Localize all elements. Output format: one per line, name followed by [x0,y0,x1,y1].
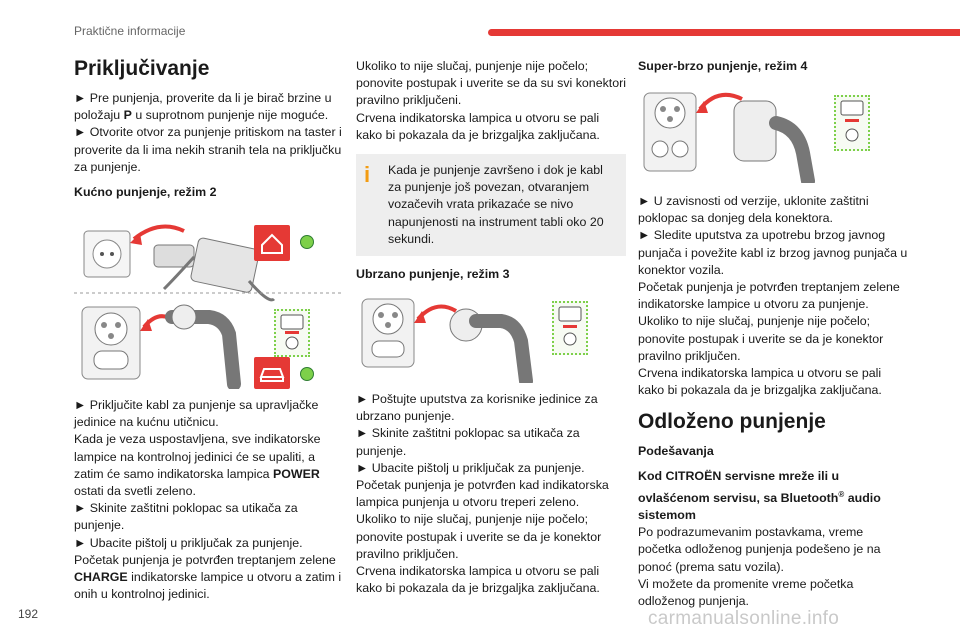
section-title-prikljucivanje: Priključivanje [74,57,210,80]
paragraph-not-started-2: Ukoliko to nije slučaj, punjenje nije počelo; ponovite postupak i uverite se da je konektor pravilno priključen. [356,512,602,561]
section-title-odlozeno: Odloženo punjenje [638,410,826,434]
paragraph-connect-cable: ► Priključite kabl za punjenje sa upravljačke jedinice na kućnu utičnicu. [74,398,319,430]
paragraph-remove-lower-cap: ► U zavisnosti od verzije, uklonite zaštitni poklopac sa donjeg dela konektora. [638,194,869,226]
subtitle-mode-3: Ubrzano punjenje, režim 3 [356,267,510,282]
header-title: Praktične informacije [74,24,186,38]
subtitle-mode-4: Super-brzo punjenje, režim 4 [638,59,808,73]
header-red-bar [488,29,960,36]
home-charging-illustration [74,209,344,389]
paragraph-charge-confirmed-3: Početak punjenja je potvrđen treptanjem zelene indikatorske lampice u otvoru za punjenje. [638,280,900,312]
power-indicator-icon [300,235,314,249]
mode4-indicator-panel [834,95,870,151]
intro-paragraph-1: ► Pre punjenja, proverite da li je birač brzine u položaju P u suprotnom punjenje nije moguće. [74,91,332,123]
page-number: 192 [18,607,39,621]
subtitle-settings: Podešavanja [638,444,714,459]
accelerated-charging-illustration [356,291,626,383]
paragraph-citroen-service: Kod CITROËN servisne mreže ili u ovlašćenom servisu, sa Bluetooth® audio sistemom [638,469,881,522]
subtitle-mode-2: Kućno punjenje, režim 2 [74,185,217,200]
column-3 [638,58,908,610]
charge-lock-indicator-panel [274,309,310,357]
paragraph-charge-confirmed: Početak punjenja je potvrđen kad indikatorska lampica punjenja u otvoru treperi zeleno. [356,478,609,510]
paragraph-insert-gun: ► Ubacite pištolj u priključak za punjenje. [74,535,303,550]
paragraph-remove-cap-2: ► Skinite zaštitni poklopac sa utikača za punjenje. [356,426,580,458]
home-icon [254,225,290,261]
mode3-indicator-panel [552,301,588,355]
paragraph-not-started-3: Ukoliko to nije slučaj, punjenje nije počelo; ponovite postupak i uverite se da je konektor pravilno priključen. [638,314,884,363]
paragraph-red-lamp-2: Crvena indikatorska lampica u otvoru se pali kako bi pokazala da je brizgaljka zaključana. [356,564,600,596]
paragraph-insert-gun-2: ► Ubacite pištolj u priključak za punjenje. [356,460,585,475]
watermark: carmanualsonline.info [648,608,840,629]
column-2 [356,58,626,597]
car-icon [254,357,290,389]
info-icon: i [364,162,371,188]
paragraph-remove-cap: ► Skinite zaštitni poklopac sa utikača za punjenje. [74,501,298,533]
paragraph-power-light: Kada je veza uspostavljena, sve indikatorske lampice na kontrolnoj jedinici će se upaliti, a zatim će samo indikatorska lampica POWER ostati da svetli zeleno. [74,432,321,499]
info-text: Kada je punjenje završeno i dok je kabl za punjenje još povezan, otvaranjem vozačevih vrata prikazaće se nivo napunjenosti na instrument tabli oko 20 sekundi. [388,163,604,246]
superfast-charging-illustration [638,83,908,183]
paragraph-red-lamp-3: Crvena indikatorska lampica u otvoru se pali kako bi pokazala da je brizgaljka zaključana. [638,366,882,398]
paragraph-default-time: Po podrazumevanim postavkama, vreme početka odloženog punjenja podešeno je na ponoć (prema satu vozila). [638,525,881,574]
paragraph-change-time: Vi možete da promenite vreme početka odloženog punjenja. [638,576,854,608]
paragraph-fast-charger: ► Sledite uputstva za upotrebu brzog javnog punjača i povežite kabl iz brzog javnog punjača u konektor vozila. [638,228,908,277]
paragraph-red-lamp: Crvena indikatorska lampica u otvoru se pali kako bi pokazala da je brizgaljka zaključana. [356,110,600,142]
paragraph-follow-instructions: ► Poštujte uputstva za korisnike jedinice za ubrzano punjenje. [356,392,598,424]
charge-indicator-icon [300,367,314,381]
info-box [356,154,626,256]
column-1 [74,52,344,603]
paragraph-charge-light: Početak punjenja je potvrđen treptanjem zelene CHARGE indikatorske lampice u otvoru a zatim i onih u kontrolnoj jedinici. [74,552,342,602]
paragraph-not-started: Ukoliko to nije slučaj, punjenje nije počelo; ponovite postupak i uverite se da su svi konektori pravilno priključeni. [356,59,626,108]
intro-paragraph-2: ► Otvorite otvor za punjenje pritiskom na taster i proverite da li ima nekih stranih tela na priključku za punjenje. [74,125,342,174]
